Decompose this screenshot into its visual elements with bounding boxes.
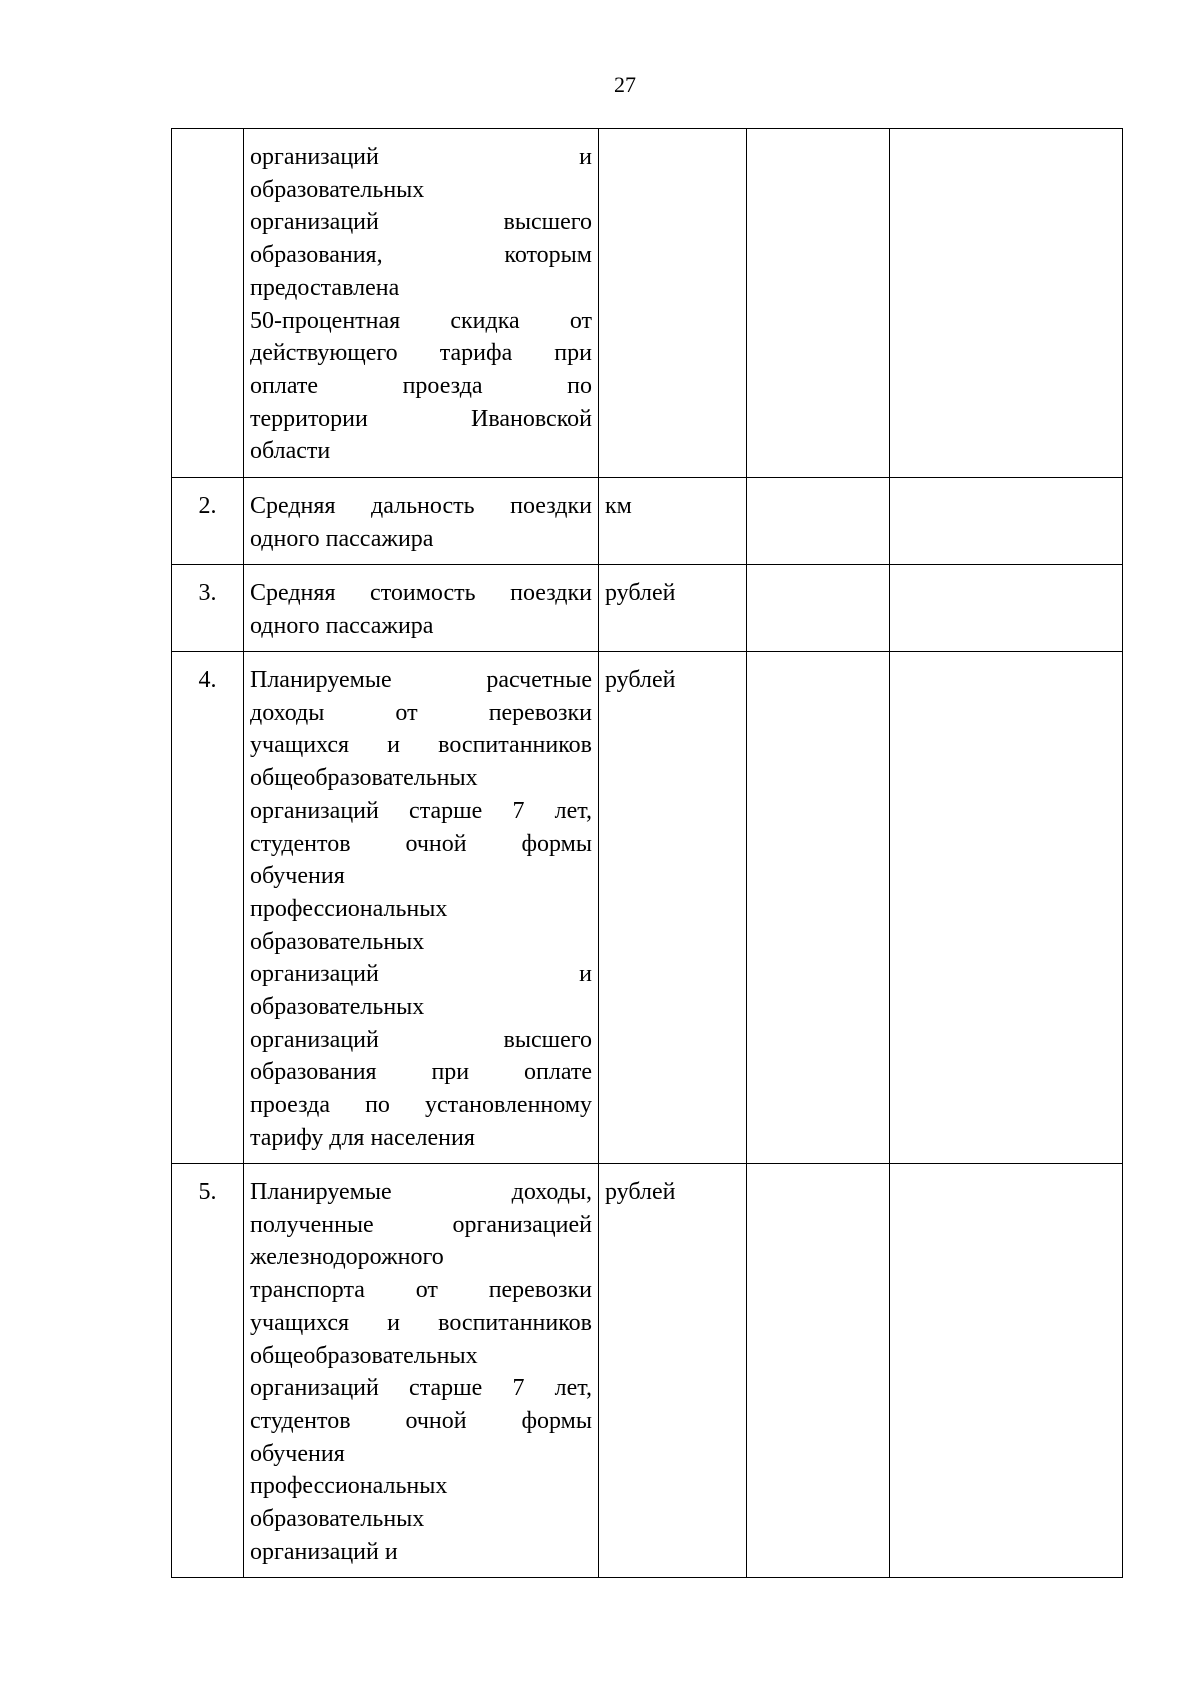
indicator-text-line: образования, которым (250, 242, 592, 269)
indicator-text-line: учащихся и воспитанников (250, 732, 592, 759)
indicator-text-line: образования при оплате (250, 1059, 592, 1086)
value-cell-2 (890, 129, 1123, 478)
indicator-text-line: действующего тарифа при (250, 340, 592, 367)
indicator-text-line: одного пассажира (250, 525, 434, 552)
indicator-text-line: образовательных (250, 994, 425, 1021)
indicators-table (171, 128, 1123, 1578)
indicator-text-line: Средняя стоимость поездки (250, 580, 592, 606)
indicator-name (244, 478, 599, 565)
table-row (172, 129, 1123, 478)
indicator-text-line: организаций старше 7 лет, (250, 1375, 592, 1402)
indicator-text-line: железнодорожного (250, 1244, 444, 1271)
indicator-text-line: учащихся и воспитанников (250, 1309, 592, 1336)
value-cell-2 (890, 1164, 1123, 1578)
indicator-text-line: организаций высшего (250, 1026, 592, 1053)
indicator-text-line: профессиональных (250, 895, 448, 922)
value-cell-1 (747, 1164, 890, 1578)
row-number: 3. (172, 565, 244, 652)
indicator-text-line: обучения (250, 863, 345, 890)
indicator-text-line: организаций высшего (250, 209, 592, 236)
unit-of-measure: км (599, 478, 747, 565)
indicator-text-line: образовательных (250, 1506, 425, 1533)
row-number: 4. (172, 652, 244, 1164)
indicator-text-line: доходы от перевозки (250, 699, 592, 726)
indicator-text-line: общеобразовательных (250, 765, 478, 792)
indicator-text-line: Планируемые доходы, (250, 1179, 592, 1205)
value-cell-2 (890, 478, 1123, 565)
row-number (172, 129, 244, 478)
table-row (172, 1164, 1123, 1578)
indicator-text-line: организаций и (250, 144, 592, 170)
value-cell-1 (747, 129, 890, 478)
value-cell-2 (890, 652, 1123, 1164)
indicator-text-line: одного пассажира (250, 612, 434, 639)
indicator-text-line: транспорта от перевозки (250, 1277, 592, 1304)
table-row (172, 565, 1123, 652)
indicator-text-line: организаций и (250, 961, 592, 988)
table-row (172, 478, 1123, 565)
indicator-name (244, 565, 599, 652)
indicator-text-line: области (250, 438, 331, 465)
indicator-text-line: обучения (250, 1440, 345, 1467)
indicator-text-line: организаций и (250, 1538, 398, 1565)
indicator-text-line: студентов очной формы (250, 830, 592, 857)
value-cell-1 (747, 565, 890, 652)
indicator-name (244, 652, 599, 1164)
indicator-text-line: тарифу для населения (250, 1124, 475, 1151)
indicator-text-line: профессиональных (250, 1473, 448, 1500)
value-cell-2 (890, 565, 1123, 652)
indicator-text-line: Средняя дальность поездки (250, 493, 592, 519)
indicator-text-line: образовательных (250, 176, 425, 203)
indicator-text-line: проезда по установленному (250, 1092, 592, 1119)
indicator-text-line: оплате проезда по (250, 372, 592, 399)
unit-of-measure: рублей (599, 1164, 747, 1578)
indicator-text-line: общеобразовательных (250, 1342, 478, 1369)
indicator-text-line: предоставлена (250, 274, 400, 301)
indicator-text-line: Планируемые расчетные (250, 667, 592, 693)
indicator-text-line: полученные организацией (250, 1211, 592, 1238)
indicator-text-line: 50-процентная скидка от (250, 307, 592, 334)
indicator-text-line: территории Ивановской (250, 405, 592, 432)
table-row (172, 652, 1123, 1164)
indicator-text-line: студентов очной формы (250, 1407, 592, 1434)
value-cell-1 (747, 478, 890, 565)
indicator-name (244, 1164, 599, 1578)
indicator-name (244, 129, 599, 478)
unit-of-measure: рублей (599, 652, 747, 1164)
page-number: 27 (614, 72, 636, 97)
indicator-text-line: образовательных (250, 928, 425, 955)
row-number: 2. (172, 478, 244, 565)
unit-of-measure (599, 129, 747, 478)
indicator-text-line: организаций старше 7 лет, (250, 797, 592, 824)
row-number: 5. (172, 1164, 244, 1578)
unit-of-measure: рублей (599, 565, 747, 652)
value-cell-1 (747, 652, 890, 1164)
